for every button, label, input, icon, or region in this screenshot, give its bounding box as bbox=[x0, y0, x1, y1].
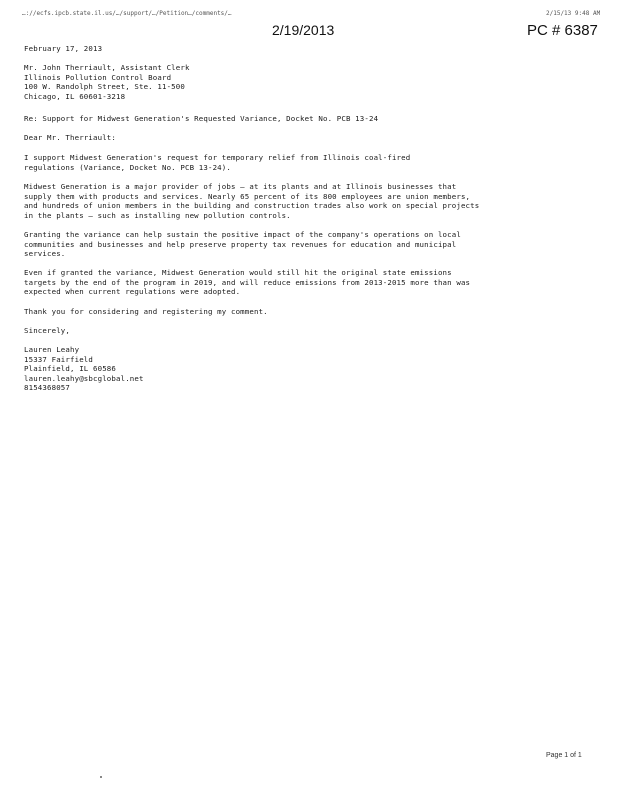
salutation bbox=[24, 133, 584, 143]
address-line: Mr. John Therriault, Assistant Clerk bbox=[24, 63, 190, 72]
paragraph-line: services. bbox=[24, 249, 66, 258]
header-received-date: 2/19/2013 bbox=[272, 22, 335, 38]
header-timestamp: 2/15/13 9:48 AM bbox=[546, 10, 601, 17]
paragraph-line: supply them with products and services. Nearly 65 percent of its 800 employees are union members, bbox=[24, 191, 471, 201]
header-url-line: …://ecfs.ipcb.state.il.us/…/support/…/Petition…/comments/… bbox=[22, 10, 232, 17]
signer-street: 15337 Fairfield bbox=[24, 354, 93, 364]
paragraph-line: in the plants — such as installing new pollution controls. bbox=[24, 210, 291, 220]
signer-email: lauren.leahy@sbcglobal.net bbox=[24, 373, 144, 383]
public-comment-number: PC # 6387 bbox=[527, 22, 598, 39]
paragraph-4 bbox=[24, 268, 584, 297]
address-line: Chicago, IL 60601-3218 bbox=[24, 91, 126, 101]
paragraph-line: Midwest Generation is a major provider of jobs — at its plants and at Illinois businesses that bbox=[24, 182, 457, 191]
signature-block bbox=[24, 345, 584, 393]
address-line: Illinois Pollution Control Board bbox=[24, 72, 172, 82]
recipient-address bbox=[24, 63, 584, 101]
paragraph-3 bbox=[24, 230, 584, 259]
signer-name: Lauren Leahy bbox=[24, 345, 80, 354]
paragraph-2 bbox=[24, 182, 584, 220]
signer-city: Plainfield, IL 60586 bbox=[24, 364, 116, 373]
paragraph-line: and hundreds of union members in the building and construction trades also work on special projects bbox=[24, 201, 480, 210]
paragraph-line: Thank you for considering and registering my comment. bbox=[24, 307, 268, 316]
paragraph-line: Even if granted the variance, Midwest Generation would still hit the original state emissions bbox=[24, 268, 452, 277]
paragraph-line: I support Midwest Generation's request for temporary relief from Illinois coal-fired bbox=[24, 153, 411, 162]
paragraph-line: expected when current regulations were adopted. bbox=[24, 287, 241, 296]
closing bbox=[24, 326, 584, 336]
scan-speck bbox=[100, 776, 102, 778]
paragraph-line: Granting the variance can help sustain the positive impact of the company's operations on local bbox=[24, 230, 461, 239]
salutation-text: Dear Mr. Therriault: bbox=[24, 133, 116, 142]
letter-date-text: February 17, 2013 bbox=[24, 44, 103, 53]
letter-date bbox=[24, 44, 584, 54]
page-number: Page 1 of 1 bbox=[546, 752, 582, 759]
closing-text: Sincerely, bbox=[24, 326, 70, 335]
subject-line bbox=[24, 114, 584, 124]
signer-phone: 8154368057 bbox=[24, 383, 70, 392]
subject-text: Re: Support for Midwest Generation's Requested Variance, Docket No. PCB 13-24 bbox=[24, 114, 379, 123]
address-line: 100 W. Randolph Street, Ste. 11-500 bbox=[24, 82, 185, 91]
paragraph-line: targets by the end of the program in 2019, and will reduce emissions from 2013-2015 more than was bbox=[24, 277, 471, 287]
paragraph-line: regulations (Variance, Docket No. PCB 13-24). bbox=[24, 162, 231, 172]
paragraph-1 bbox=[24, 153, 584, 172]
paragraph-5 bbox=[24, 307, 584, 317]
paragraph-line: communities and businesses and help preserve property tax revenues for education and municipal bbox=[24, 239, 457, 249]
